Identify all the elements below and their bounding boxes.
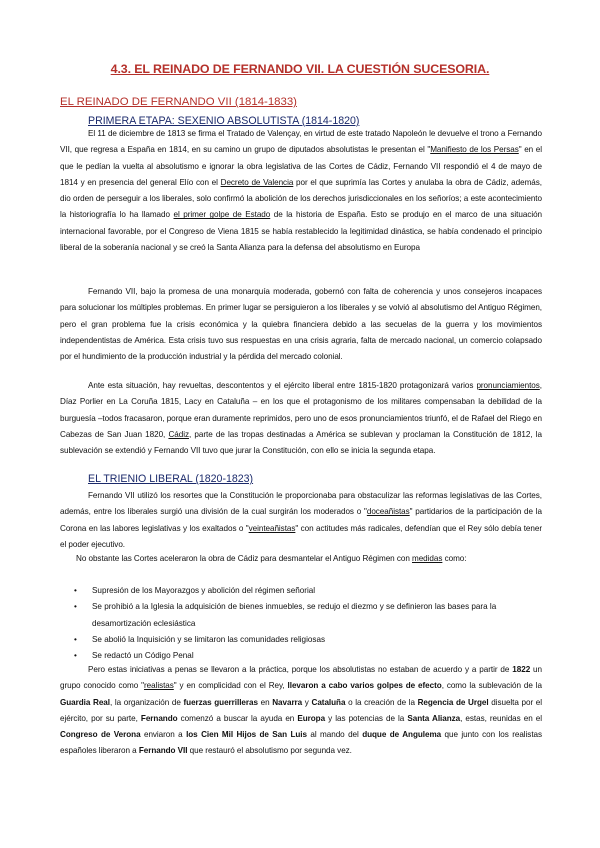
paragraph-3: Ante esta situación, hay revueltas, descontentos y el ejército liberal entre 1815-1820 protagonizará varios pronunciamientos, Díaz Porlier en La Coruña 1815, Lacy en Cataluña – en los que el protagonismo de los militares compensaban la debilidad de la burguesía –todos fracasaron, porque eran duramente reprimidos, pero uno de esos pronunciamientos triunfó, el de Rafael del Riego en Cabezas de San Juan 1820, Cádiz, parte de las tropas destinadas a América se sublevan y proclaman la Constitución de 1812, la sublevación se extendió y Fernando VII tuvo que jurar la Constitución, con ello se inicia la segunda etapa. <box>60 381 542 456</box>
measures-list <box>60 583 542 664</box>
subsection-heading-sexenio: PRIMERA ETAPA: SEXENIO ABSOLUTISTA (1814-1820) <box>88 115 360 127</box>
paragraph-6: Pero estas iniciativas a penas se llevaron a la práctica, porque los absolutistas no estaban de acuerdo y a partir de 1822 un grupo conocido como "realistas" y en complicidad con el Rey, llevaron a cabo varios golpes de efecto, como la sublevación de la Guardia Real, la organización de fuerzas guerrilleras en Navarra y Cataluña o la creación de la Regencia de Urgel disuelta por el ejército, por su parte, Fernando comenzó a buscar la ayuda en Europa y las potencias de la Santa Alianza, estas, reunidas en el Congreso de Verona enviaron a los Cien Mil Hijos de San Luis al mando del duque de Angulema que junto con los realistas españoles liberaron a Fernando VII que restauró el absolutismo por segunda vez. <box>60 665 543 756</box>
list-item: • Supresión de los Mayorazgos y abolición del régimen señorial <box>60 583 542 599</box>
paragraph-4: Fernando VII utilizó los resortes que la Constitución le proporcionaba para obstaculizar las reformas legislativas de las Cortes, además, entre los liberales surgió una división de la cual surgirán los moderados o "doceañistas" partidarios de la participación de la Corona en las labores legislativas y los exaltados o "veinteañistas" con actitudes más radicales, defendían que el Rey sólo debía tener el poder ejecutivo. <box>60 491 542 549</box>
bullet-icon: • <box>74 634 77 644</box>
section-heading: EL REINADO DE FERNANDO VII (1814-1833) <box>60 96 297 108</box>
paragraph-2: Fernando VII, bajo la promesa de una monarquía moderada, gobernó con falta de coherencia y unos consejeros incapaces para solucionar los múltiples problemas. En primer lugar se persiguieron a los liberales y se volvió al absolutismo del Antiguo Régimen, pero el gran problema fue la crisis económica y la quiebra financiera debido a las secuelas de la guerra y los movimientos independentistas de América. Esta crisis tuvo sus respuestas en una crisis agraria, falta de mercado nacional, un comercio colapsado por el hundimiento de la producción industrial y la pérdida del mercado colonial. <box>60 287 542 362</box>
bullet-icon: • <box>74 651 77 661</box>
paragraph-1: El 11 de diciembre de 1813 se firma el Tratado de Valençay, en virtud de este tratado Napoleón le devuelve el trono a Fernando VII, que regresa a España en 1814, en su camino un grupo de diputados absolutistas le presentan el "Manifiesto de los Persas" en el que le pedían la vuelta al absolutismo e ignorar la obra legislativa de las Cortes de Cádiz, Fernando VII respondió el 4 de mayo de 1814 y en presencia del general Elío con el Decreto de Valencia por el que suprimía las Cortes y anulaba la obra de Cádiz, además, dio orden de perseguir a los liberales, solo confirmó la abolición de los derechos jurisdiccionales en los señoríos; a este acontecimiento la historiografía lo ha llamado el primer golpe de Estado de la historia de España. Esto se produjo en el marco de una situación internacional favorable, por el Congreso de Viena 1815 se había restablecido la legitimidad dinástica, se había condenado el principio liberal de la soberanía nacional y se creó la Santa Alianza para la defensa del absolutismo en Europa <box>60 129 543 253</box>
bullet-icon: • <box>74 586 77 595</box>
paragraph-5: No obstante las Cortes aceleraron la obra de Cádiz para desmantelar el Antiguo Régimen con medidas como: <box>76 554 467 563</box>
list-item: • Se abolió la Inquisición y se limitaron las comunidades religiosas <box>60 632 542 648</box>
list-item: • Se prohibió a la Iglesia la adquisición de bienes inmuebles, se redujo el diezmo y se definieron las bases para la desamortización eclesiástica <box>60 599 542 632</box>
list-item: • Se redactó un Código Penal <box>60 648 542 664</box>
subsection-heading-trienio: EL TRIENIO LIBERAL (1820-1823) <box>88 473 254 485</box>
bullet-icon: • <box>74 602 77 612</box>
page-title: 4.3. EL REINADO DE FERNANDO VII. LA CUESTIÓN SUCESORIA. <box>110 62 490 76</box>
